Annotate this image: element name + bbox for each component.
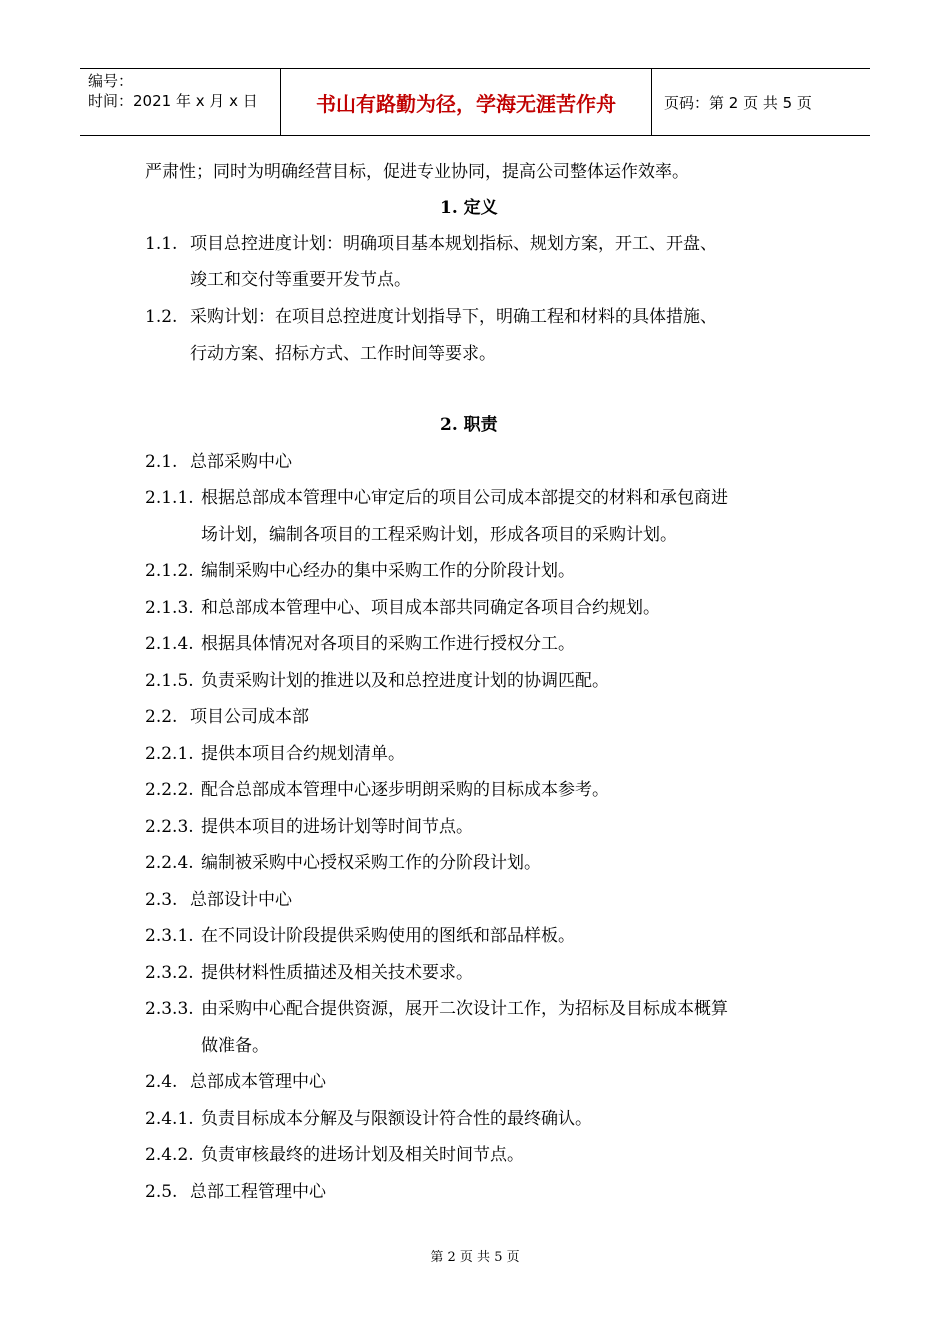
item-2-1-3-number: 2.1.3. (145, 598, 194, 618)
item-2-3-number: 2.3. (145, 890, 178, 910)
item-1-1-number: 1.1. (145, 234, 178, 254)
section-2-heading: 2. 职责 (440, 415, 498, 435)
item-2-3-1-number: 2.3.1. (145, 926, 194, 946)
item-2-5-text: 总部工程管理中心 (190, 1182, 326, 1202)
intro-line: 严肃性；同时为明确经营目标，促进专业协同，提高公司整体运作效率。 (145, 162, 689, 182)
item-2-1-4-number: 2.1.4. (145, 634, 194, 654)
item-2-2-1-number: 2.2.1. (145, 744, 194, 764)
item-2-2-text: 项目公司成本部 (190, 707, 309, 727)
item-1-1-text-cont: 竣工和交付等重要开发节点。 (190, 270, 411, 290)
item-2-1-2-text: 编制采购中心经办的集中采购工作的分阶段计划。 (201, 561, 575, 581)
item-2-1-4-text: 根据具体情况对各项目的采购工作进行授权分工。 (201, 634, 575, 654)
item-2-2-3-text: 提供本项目的进场计划等时间节点。 (201, 817, 473, 837)
item-2-1-1-text-cont: 场计划，编制各项目的工程采购计划，形成各项目的采购计划。 (201, 525, 677, 545)
item-2-4-number: 2.4. (145, 1072, 178, 1092)
document-number: 编号： (88, 72, 134, 90)
section-1-heading: 1. 定义 (440, 198, 498, 218)
item-2-3-2-number: 2.3.2. (145, 963, 194, 983)
item-2-3-3-number: 2.3.3. (145, 999, 194, 1019)
item-2-3-1-text: 在不同设计阶段提供采购使用的图纸和部品样板。 (201, 926, 575, 946)
header-meta (80, 69, 280, 135)
item-2-2-1-text: 提供本项目合约规划清单。 (201, 744, 405, 764)
item-2-2-4-text: 编制被采购中心授权采购工作的分阶段计划。 (201, 853, 541, 873)
item-2-2-4-number: 2.2.4. (145, 853, 194, 873)
item-2-1-text: 总部采购中心 (190, 452, 292, 472)
item-2-1-1-text: 根据总部成本管理中心审定后的项目公司成本部提交的材料和承包商进 (201, 488, 728, 508)
item-2-1-3-text: 和总部成本管理中心、项目成本部共同确定各项目合约规划。 (201, 598, 660, 618)
item-2-4-2-number: 2.4.2. (145, 1145, 194, 1165)
item-1-2-text-cont: 行动方案、招标方式、工作时间等要求。 (190, 344, 496, 364)
item-2-1-5-number: 2.1.5. (145, 671, 194, 691)
item-2-1-5-text: 负责采购计划的推进以及和总控进度计划的协调匹配。 (201, 671, 609, 691)
item-2-2-3-number: 2.2.3. (145, 817, 194, 837)
document-date: 时间：2021 年 x 月 x 日 (88, 92, 258, 110)
item-2-1-2-number: 2.1.2. (145, 561, 194, 581)
item-2-2-2-text: 配合总部成本管理中心逐步明朗采购的目标成本参考。 (201, 780, 609, 800)
item-2-3-text: 总部设计中心 (190, 890, 292, 910)
header-motto: 书山有路勤为径，学海无涯苦作舟 (280, 69, 652, 135)
item-2-2-2-number: 2.2.2. (145, 780, 194, 800)
item-2-3-2-text: 提供材料性质描述及相关技术要求。 (201, 963, 473, 983)
item-2-3-3-text: 由采购中心配合提供资源，展开二次设计工作，为招标及目标成本概算 (201, 999, 728, 1019)
header-page-number: 页码：第 2 页 共 5 页 (664, 93, 812, 112)
page-header (80, 68, 870, 136)
item-2-2-number: 2.2. (145, 707, 178, 727)
page-footer: 第 2 页 共 5 页 (430, 1250, 520, 1265)
item-1-1-text: 项目总控进度计划：明确项目基本规划指标、规划方案，开工、开盘、 (190, 234, 717, 254)
item-2-4-1-number: 2.4.1. (145, 1109, 194, 1129)
item-2-4-1-text: 负责目标成本分解及与限额设计符合性的最终确认。 (201, 1109, 592, 1129)
item-1-2-text: 采购计划：在项目总控进度计划指导下，明确工程和材料的具体措施、 (190, 307, 717, 327)
item-2-1-1-number: 2.1.1. (145, 488, 194, 508)
item-2-5-number: 2.5. (145, 1182, 178, 1202)
item-2-1-number: 2.1. (145, 452, 178, 472)
item-2-4-text: 总部成本管理中心 (190, 1072, 326, 1092)
item-2-3-3-text-cont: 做准备。 (201, 1036, 269, 1056)
item-1-2-number: 1.2. (145, 307, 178, 327)
item-2-4-2-text: 负责审核最终的进场计划及相关时间节点。 (201, 1145, 524, 1165)
